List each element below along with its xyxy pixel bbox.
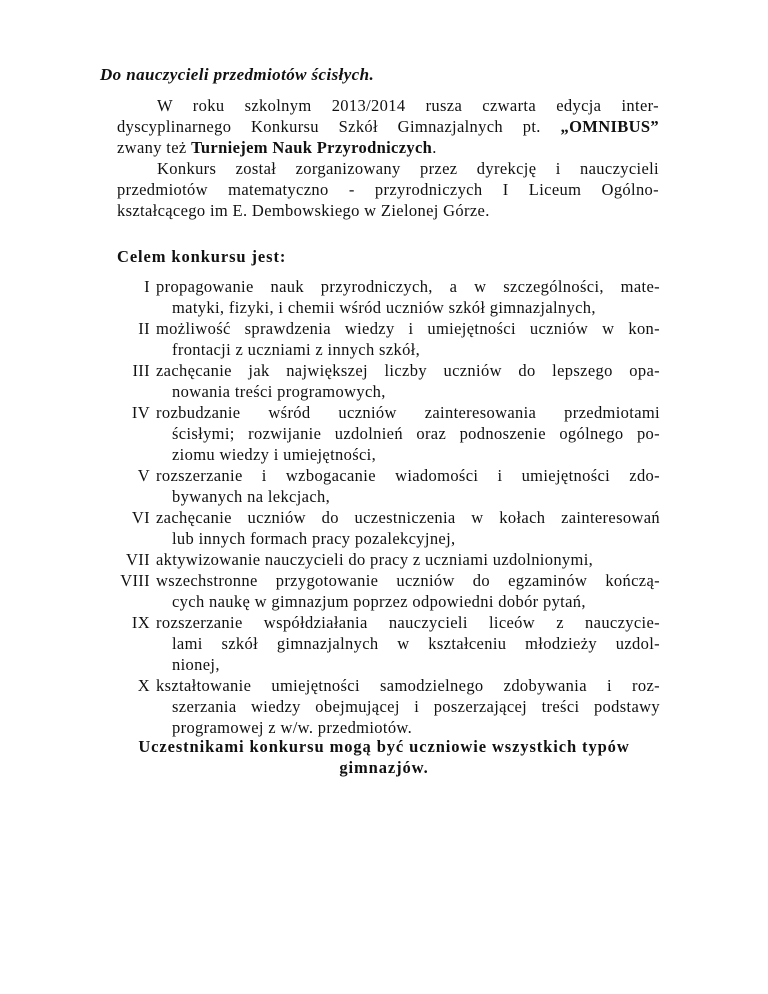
goal-text-line: wszechstronne przygotowanie uczniów do egzaminów kończą- xyxy=(156,571,660,590)
goal-text-line: cych naukę w gimnazjum poprzez odpowiedni dobór pytań, xyxy=(172,592,586,611)
intro-line-3-text: zwany też xyxy=(117,138,187,157)
organizer-line-1: Konkurs został zorganizowany przez dyrekcję i nauczycieli xyxy=(157,159,659,178)
goal-number: II xyxy=(138,319,150,338)
contest-name: „OMNIBUS” xyxy=(560,117,659,136)
goal-text-line: szerzania wiedzy obejmującej i poszerzającej treści podstawy xyxy=(172,697,660,716)
goal-item xyxy=(100,507,660,549)
intro-line-2 xyxy=(117,116,659,137)
goal-number: IX xyxy=(131,613,150,632)
closing-line-2: gimnazjów. xyxy=(339,758,429,777)
goal-item xyxy=(100,318,660,360)
goal-text-line: programowej z w/w. przedmiotów. xyxy=(172,718,413,737)
goal-text-line: matyki, fizyki, i chemii wśród uczniów szkół gimnazjalnych, xyxy=(172,298,596,317)
organizer-paragraph xyxy=(117,158,659,221)
goal-text-line: ścisłymi; rozwijanie uzdolnień oraz podnoszenie ogólnego po- xyxy=(172,424,660,443)
goal-text-line: ziomu wiedzy i umiejętności, xyxy=(172,445,377,464)
goal-item xyxy=(100,549,660,570)
intro-period: . xyxy=(432,138,437,157)
goal-number: VIII xyxy=(120,571,150,590)
goal-text-line: możliwość sprawdzenia wiedzy i umiejętności uczniów w kon- xyxy=(156,319,660,338)
goal-text-line: kształtowanie umiejętności samodzielnego zdobywania i roz- xyxy=(156,676,660,695)
goal-number: V xyxy=(137,466,150,485)
goal-text-line: rozszerzanie i wzbogacanie wiadomości i umiejętności zdo- xyxy=(156,466,660,485)
goal-text-line: rozszerzanie współdziałania nauczycieli liceów z nauczycie- xyxy=(156,613,660,632)
closing-statement xyxy=(100,736,668,778)
goal-number: I xyxy=(144,277,150,296)
goal-text-line: rozbudzanie wśród uczniów zainteresowania przedmiotami xyxy=(156,403,660,422)
goal-text-line: lami szkół gimnazjalnych w kształceniu młodzieży uzdol- xyxy=(172,634,660,653)
goal-item xyxy=(100,402,660,465)
goal-number: III xyxy=(132,361,150,380)
goals-title: Celem konkursu jest: xyxy=(117,247,287,266)
goal-text-line: frontacji z uczniami z innych szkół, xyxy=(172,340,421,359)
organizer-line-3: kształcącego im E. Dembowskiego w Zielonej Górze. xyxy=(117,201,490,220)
goal-number: X xyxy=(137,676,150,695)
goal-text-line: nowania treści programowych, xyxy=(172,382,386,401)
goal-item xyxy=(100,465,660,507)
goal-text-line: propagowanie nauk przyrodniczych, a w szczególności, mate- xyxy=(156,277,660,296)
intro-line-2-text: dyscyplinarnego Konkursu Szkół Gimnazjalnych pt. xyxy=(117,117,541,136)
tournament-name: Turniejem Nauk Przyrodniczych xyxy=(191,138,433,157)
goal-item xyxy=(100,360,660,402)
intro-line-3 xyxy=(117,137,659,158)
goal-number: IV xyxy=(131,403,150,422)
goal-text-line: lub innych formach pracy pozalekcyjnej, xyxy=(172,529,456,548)
goal-item xyxy=(100,276,660,318)
intro-paragraph xyxy=(117,95,659,158)
organizer-line-2: przedmiotów matematyczno - przyrodniczych I Liceum Ogólno- xyxy=(117,180,659,199)
goal-number: VII xyxy=(126,550,150,569)
goal-text-line: zachęcanie uczniów do uczestniczenia w kołach zainteresowań xyxy=(156,508,660,527)
closing-line-1: Uczestnikami konkursu mogą być uczniowie wszystkich typów xyxy=(138,737,630,756)
goal-text-line: zachęcanie jak największej liczby uczniów do lepszego opa- xyxy=(156,361,660,380)
goal-text-line: nionej, xyxy=(172,655,220,674)
intro-line-1: W roku szkolnym 2013/2014 rusza czwarta edycja inter- xyxy=(157,96,659,115)
document-heading: Do nauczycieli przedmiotów ścisłych. xyxy=(100,65,375,84)
goal-number: VI xyxy=(131,508,150,527)
goal-item xyxy=(100,570,660,612)
goal-item xyxy=(100,675,660,738)
goal-item xyxy=(100,612,660,675)
goals-list xyxy=(100,276,660,738)
goal-text-line: bywanych na lekcjach, xyxy=(172,487,331,506)
goal-text-line: aktywizowanie nauczycieli do pracy z uczniami uzdolnionymi, xyxy=(156,550,594,569)
